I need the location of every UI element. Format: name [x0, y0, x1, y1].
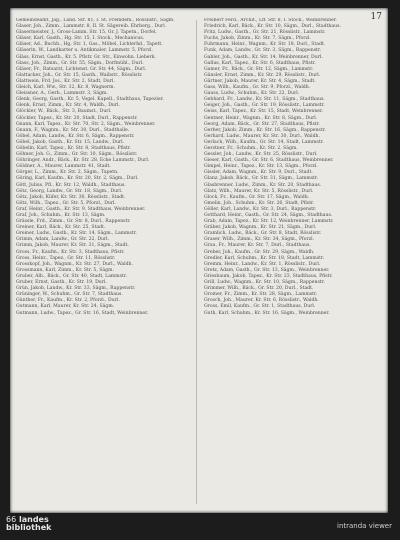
directory-entry: Günther, Fr., Kaufm., Kr. Str. 2, Pforzl., Durl.	[16, 298, 120, 304]
directory-entry: Göbel, Adam, Landw., Kr. Str. 6, Sägm., Rappenstr.	[16, 133, 135, 139]
directory-entry: Graf, Joh., Schuhm., Kr. Str. 13, Sägm.	[16, 213, 106, 218]
directory-entry: Gredler, Karl, Schuhm., Kr. Str. 18, Stadt, Lammstr.	[204, 255, 325, 261]
directory-entry: Gnann, F., Wagnm., Kr. Str. 30, Durl., Stadthalle.	[16, 127, 130, 133]
directory-entry: Gretz, Adam, Gasth., Gr. Str. 13, Sägm., Weinbrenner.	[204, 267, 330, 273]
directory-entry: Glattacker, Joh., Gr. Str. 15, Gasth., Waibstr., Rösslistr.	[16, 72, 143, 78]
directory-entry: Gimpel, Heinr., Tapez., Kr. Str. 13, Sägm., Pforzl.	[204, 164, 318, 170]
directory-entry: Göldner, A., Maurer, Lammstr. 41, Stadt.	[16, 164, 111, 170]
directory-entry: Glöckler, Tapez., Kr. Str. 20, Stadt, Durl., Rappenstr.	[16, 115, 138, 121]
directory-entry: Grosskopf, Joh., Wagnm., Kr. Str. 27, Durl., Waldh.	[16, 261, 133, 267]
directory-entry: Fuchs, Jakob, Zimm., Kr. Str. 7, Sägm., Pforzl.	[204, 36, 311, 42]
directory-entry: Gleich, Karl, Ww., Str. 12, Kr. 8, Wagnerm.	[16, 85, 115, 91]
directory-entry: Grill, Ludw., Wagnm., Kr. Str. 10, Sägm., Rappenstr.	[204, 280, 325, 286]
directory-entry: Grüninger, W., Schuhm., Gr. Str. 7, Stadthaus.	[16, 292, 123, 298]
directory-entry: Glasermeister, J., Gross-Lamm. Str. 15, Gr. J. Tapetn., Dorfel.	[16, 30, 157, 36]
directory-entry: Gutmann, Ludw., Tapez., Gr. Str. 16, Stadt, Weinbrenner.	[16, 310, 149, 316]
directory-entry: Göller, Karl, Landw., Kr. Str. 3, Durl., Rappenstr.	[204, 206, 317, 212]
directory-entry: Graser, Wilh., Zimm., Kr. Str. 34, Sägm., Pforzl.	[204, 237, 315, 243]
directory-entry: Geiger, Joh., Gasth., Gr. Str. 19, Rösslistr., Lammstr.	[204, 103, 325, 109]
directory-entry: Glaser, Joh., Zimm., Lammstr. 8, II. St. Sägereib. Ehrberg., Durl.	[16, 24, 167, 30]
directory-entry: Gläss, Ernst, Gasth., Kr. 5. Pflstr. Gr. Str., Einwohn. Lieberk.	[16, 54, 156, 60]
directory-entry: Gamer, Fr., Bäck., Gr. Str. 12, Sägm., Lammstr.	[204, 66, 314, 72]
directory-entry: Gläser, Fr., Ratsarzt, Lichtenst. Gr. Str. 44, Sägm., Durl.	[16, 66, 147, 72]
directory-entry: Gruber, Ernst, Gasth., Kr. Str. 19, Durl.	[16, 280, 107, 286]
directory-entry: Götz, Wilh., Tapez., Gr. Str. 5, Pforzl., Durl.	[16, 200, 116, 206]
directory-entry: Gissler, Adam, Wagnm., Kr. Str. 9, Durl., Stadt.	[204, 170, 313, 176]
directory-entry: Grässle, Frd., Zimm., Gr. Str. 8, Durl., Rappenstr.	[16, 219, 131, 225]
left-column	[16, 18, 186, 506]
directory-entry: Glatz, Wilh., Maurer, Kr. Str. 5, Rösslistr., Durl.	[204, 188, 314, 194]
directory-entry: Gallus, Karl, Tapez., Kr. Str. 6, Stadthaus, Pflstr.	[204, 60, 316, 66]
directory-entry: Gross, Fr., Kaufm., Kr. Str. 3, Stadthaus, Pflstr.	[16, 249, 125, 255]
directory-entry: Gotthard, Heinr., Gasth., Gr. Str. 24, Sägm., Stadthaus.	[204, 213, 333, 218]
directory-entry: Glock, Fr., Kaufm., Gr. Str. 17, Sägm., Waldh.	[204, 194, 310, 200]
library-logo[interactable]	[6, 516, 51, 532]
directory-entry: Greiner, Karl, Bäck., Kr. Str. 25, Stadt.	[16, 225, 106, 231]
directory-entry: Glattwein, Frd. Jos., Kr. Str. 2, Stadt, Durl.	[16, 78, 115, 84]
directory-entry: Götz, Georg, Landw., Gr. Str. 18, Sägm., Durl.	[16, 188, 123, 194]
directory-entry: Gentner, Heinr., Wagnm., Kr. Str. 8, Sägm., Durl.	[204, 115, 318, 121]
directory-entry: Gnann, Karl, Tapez., Kr. Str. 70, Str. 2, Sägm., Weinbrenner.	[16, 121, 156, 127]
directory-entry: Gleissner, A., Gerb., Lammstr. 3, Sägm.	[16, 91, 108, 97]
column-divider	[196, 20, 197, 504]
directory-entry: Griesbaum, Jakob, Tapez., Kr. Str. 23, Stadthaus, Pflstr.	[204, 273, 333, 279]
directory-entry: Gärtner, Jakob, Maurer, Kr. Str. 4, Sägm., Stadt.	[204, 78, 316, 84]
directory-entry: Götz, Jakob, Küfer, Kr. Str. 30, Rösslistr., Stadt.	[16, 194, 126, 200]
directory-entry: Gessler, Joh., Landw., Kr. Str. 25, Rösslistr., Durl.	[204, 152, 318, 158]
directory-entry: Graf, Heinr., Gasth., Kr. Str. 9, Stadthaus, Weinbrenner.	[16, 206, 146, 212]
directory-entry: Göbel, Jakob, Gasth., Kr. Str. 15, Landw., Durl.	[16, 139, 125, 145]
logo-line2: bibliothek	[6, 523, 52, 532]
directory-entry: Görger, L., Zimm., Kr. Str. 2, Sägm., Tapetn.	[16, 170, 119, 176]
directory-entry: Gläserin, W., Landkarter u. Antikmaler, Lammstr. 5, Pforzl.	[16, 48, 153, 54]
directory-entry: Grün, Jakob, Landw., Kr. Str. 33, Sägm., Rappenstr.	[16, 286, 136, 292]
directory-entry: Fritz, Ludw., Gasth., Gr. Str. 21, Rösslistr., Lammstr.	[204, 30, 326, 36]
directory-entry: Freiherr Ferd., Archit., Lff. Str. 8, I. Stock., Weinbrenner.	[204, 18, 337, 23]
directory-entry: Gläser, Karl, Gasth., Hg. Str. 15, I. Stock., Mechanicus.	[16, 36, 145, 42]
logo-prefix: 66	[6, 515, 17, 524]
directory-entry: Grosch, Joh., Maurer, Kr. Str. 6, Rösslistr., Waldh.	[204, 298, 319, 304]
directory-entry: Göring, Karl, Kaufm., Kr. Str. 20, Str. 2, Sägm., Durl.	[16, 176, 139, 182]
directory-entry: Gmelin, Joh., Schuhm., Kr. Str. 26, Stadt, Pflstr.	[204, 200, 315, 206]
directory-entry: Gläser, Ad., Buchh., Hg. Str. 1, Gas., Möbel, Lichterhd., Tapett.	[16, 42, 163, 48]
directory-entry: Grimm, Jakob, Maurer, Kr. Str. 31, Sägm., Stadt.	[16, 243, 129, 249]
directory-entry: Gross, Heinr., Tapez., Gr. Str. 11, Rösslistr.	[16, 255, 116, 261]
directory-entry: Gabler, Joh., Gasth., Kr. Str. 14, Weinbrenner, Durl.	[204, 54, 323, 60]
directory-entry: Gänsler, Ernst, Zimm., Kr. Str. 29, Rösslistr., Durl.	[204, 72, 321, 78]
viewer-credit[interactable]: intranda viewer	[337, 522, 392, 530]
page-number: 17	[370, 12, 382, 22]
directory-entry: Grossmann, Karl, Zimm., Kr. Str. 5, Sägm.	[16, 267, 114, 273]
directory-entry: Gerlach, Wilh., Kaufm., Gr. Str. 14, Stadt, Lammstr.	[204, 139, 324, 145]
directory-entry: Glass, Joh., Zimm., Gr. Str. 55, Sägm., Dorfmühl., Durl.	[16, 60, 144, 66]
directory-entry: Fuhrmann, Heinr., Wagnm., Kr. Str. 18, Durl., Stadt.	[204, 42, 326, 48]
directory-entry: Glenk, Ernst, Zimm., Kr. Str. 4, Waldh., Durl.	[16, 103, 120, 109]
directory-entry: Grimm, Adam, Landw., Gr. Str. 22, Durl.	[16, 237, 110, 243]
document-page	[10, 8, 388, 513]
directory-entry: Greber, Joh., Kaufm., Gr. Str. 29, Sägm., Waldh.	[204, 249, 315, 255]
directory-entry: Georg, Adam, Bäck., Gr. Str. 27, Stadthaus, Pflstr.	[204, 121, 320, 127]
directory-entry: Glasbrenner, Ludw., Zimm., Kr. Str. 20, Stadthaus.	[204, 182, 322, 188]
directory-entry: Gebhard, Fr., Landw., Kr. Str. 11, Sägm., Stadthaus.	[204, 97, 325, 103]
directory-entry: Göhner, Joh. G., Zimm., Gr. Str. 10, Sägm., Rösslistr.	[16, 152, 138, 158]
directory-entry: Göbelin, Karl, Tapez., Kr. Str. 8, Stadthaus, Pflstr.	[16, 145, 132, 151]
logo-line1: landes	[18, 515, 49, 524]
directory-entry: Funk, Adam, Landw., Gr. Str. 3, Sägm., Rappenstr.	[204, 48, 322, 54]
directory-entry: Göhringer, Andr., Bäck., Kr. Str. 28, Ecke Lammstr., Durl.	[16, 158, 150, 164]
directory-entry: Grau, Fr., Maurer, Kr. Str. 7, Durl., Stadthaus.	[204, 243, 311, 249]
directory-entry: Gerstner, Fr., Schuhm., Kr. Str. 2, Sägm.	[204, 145, 298, 151]
directory-entry: Gruber, Alb., Bäck., Gr. Str. 40, Stadt, Lammstr.	[16, 273, 127, 279]
directory-entry: Friedrich, Karl, Bäck., Kr. Str. 10, Sägm., Durl., Stadthaus.	[204, 24, 341, 30]
directory-entry: Gerber, Jakob, Zimm., Kr. Str. 16, Sägm., Rappenstr.	[204, 127, 326, 133]
directory-entry: Glöckler, W., Bäck., Str. 3, Baumst., Durl.	[16, 109, 112, 115]
directory-entry: Gerhard, Ludw., Maurer, Kr. Str. 30, Durl., Waldh.	[204, 133, 320, 139]
directory-entry: Glanz, Jakob, Bäck., Gr. Str. 31, Sägm., Lammstr.	[204, 176, 319, 182]
directory-entry: Gött, Julius, Pfl., Kr. Str. 12, Waldh., Stadthaus.	[16, 182, 126, 188]
directory-entry: Grimmer, Wilh., Bäck., Gr. Str. 20, Durl., Stadt.	[204, 286, 314, 292]
directory-entry: Gutmann, Karl, Maurer, Kr. Str. 24, Sägm.	[16, 304, 115, 310]
directory-entry: Gauss, Ludw., Schuhm., Kr. Str. 22, Durl.	[204, 91, 300, 97]
directory-entry: Greiner, Ludw., Gasth., Kr. Str. 14, Sägm., Lammstr.	[16, 231, 137, 237]
directory-entry: Gramlich, Ludw., Bäck., Gr. Str. 8, Stadt, Rösslistr.	[204, 231, 322, 237]
directory-entry: Gieser, Karl, Gasth., Gr. Str. 6, Stadthaus, Weinbrenner.	[204, 158, 334, 164]
directory-entry: Guth, Karl, Schuhm., Kr. Str. 16, Sägm., Weinbrenner.	[204, 310, 330, 316]
directory-entry: Geiss, Karl, Tapez., Kr. Str. 15, Stadt, Weinbrenner.	[204, 109, 324, 115]
directory-entry: Glenk, Georg, Gasth., Kr. 5, Vogel. Kapell., Stadthaus, Tapezier.	[16, 97, 164, 103]
directory-entry: Gremm, Heinr., Landw., Kr. Str. 1, Rösslistr., Durl.	[204, 261, 321, 267]
directory-entry: Gräber, Jakob, Wagnm., Kr. Str. 21, Sägm., Durl.	[204, 225, 317, 231]
directory-entry: Gass, Wilh., Kaufm., Gr. Str. 9, Pforzl., Waldh.	[204, 85, 311, 91]
directory-entry: Gemeindeamt, Jag., Land. Str. 81, I. St. Fremdem., Rösslistr., Sägm.	[16, 18, 175, 23]
directory-entry: Gross, Emil, Kaufm., Gr. Str. 1, Stadthaus, Durl.	[204, 304, 316, 310]
right-column	[204, 18, 374, 506]
directory-entry: Gromer, Fr., Zimm., Kr. Str. 28, Sägm., Lammstr.	[204, 292, 318, 298]
viewer-footer	[0, 513, 400, 540]
directory-entry: Grab, Adam, Tapez., Kr. Str. 12, Weinbrenner, Lammstr.	[204, 219, 334, 225]
